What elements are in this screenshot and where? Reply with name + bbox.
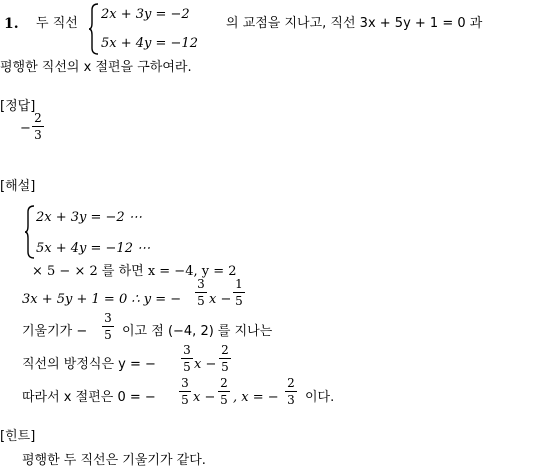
solution-step2-fraction1 bbox=[195, 278, 207, 307]
solution-system-brace bbox=[24, 205, 36, 259]
solution-system-eq2: 5x + 4y = −12 ⋯ bbox=[36, 241, 151, 256]
solution-step1: × 5 − × 2 를 하면 x = −4, y = 2 bbox=[32, 264, 237, 279]
solution-step3-rhs: 이고 점 (−4, 2) 를 지나는 bbox=[122, 324, 273, 339]
solution-step4-lhs: 직선의 방정식은 y = − bbox=[22, 357, 156, 372]
solution-step4-fraction2 bbox=[219, 344, 231, 373]
answer-numerator: 2 bbox=[34, 111, 42, 125]
fraction-numerator: 3 bbox=[183, 343, 191, 357]
fraction-numerator: 2 bbox=[221, 343, 229, 357]
fraction-denominator: 5 bbox=[221, 360, 229, 374]
problem-system-eq1: 2x + 3y = −2 bbox=[101, 7, 190, 22]
solution-system-eq1: 2x + 3y = −2 ⋯ bbox=[36, 210, 142, 225]
hint-label: [힌트] bbox=[0, 429, 36, 444]
fraction-numerator: 3 bbox=[197, 277, 205, 291]
solution-step5-fraction1 bbox=[179, 377, 191, 406]
solution-step5-end: 이다. bbox=[305, 390, 335, 405]
fraction-denominator: 5 bbox=[183, 360, 191, 374]
solution-step4-fraction1 bbox=[181, 344, 193, 373]
answer-label: [정답] bbox=[0, 99, 36, 114]
problem-line2: 평행한 직선의 x 절편을 구하여라. bbox=[0, 60, 192, 75]
solution-step5-fraction2 bbox=[218, 377, 230, 406]
fraction-denominator: 3 bbox=[287, 393, 295, 407]
answer-fraction bbox=[32, 112, 44, 141]
solution-step3-fraction bbox=[102, 312, 114, 341]
fraction-denominator: 5 bbox=[181, 393, 189, 407]
solution-step5-mid: x − bbox=[193, 390, 216, 405]
fraction-denominator: 5 bbox=[235, 294, 243, 308]
solution-step3-lhs: 기울기가 − bbox=[22, 324, 88, 339]
hint-text: 평행한 두 직선은 기울기가 같다. bbox=[22, 453, 206, 468]
solution-step5-fraction3 bbox=[285, 377, 297, 406]
problem-number: 1. bbox=[4, 16, 19, 32]
fraction-numerator: 1 bbox=[235, 277, 243, 291]
solution-label: [해설] bbox=[0, 179, 36, 194]
fraction-numerator: 2 bbox=[220, 376, 228, 390]
problem-lead-word: 두 직선 bbox=[36, 16, 78, 31]
solution-step5-mid2: , x = − bbox=[233, 390, 279, 405]
solution-step4-mid: x − bbox=[194, 357, 217, 372]
fraction-numerator: 2 bbox=[287, 376, 295, 390]
answer-sign: − bbox=[20, 121, 31, 136]
fraction-denominator: 5 bbox=[104, 328, 112, 342]
problem-after-system: 의 교점을 지나고, 직선 3x + 5y + 1 = 0 과 bbox=[226, 16, 483, 31]
problem-system-brace bbox=[88, 3, 100, 55]
solution-step2-mid: x − bbox=[209, 292, 232, 307]
solution-step2-fraction2 bbox=[233, 278, 245, 307]
fraction-denominator: 5 bbox=[197, 294, 205, 308]
answer-denominator: 3 bbox=[34, 128, 42, 142]
fraction-numerator: 3 bbox=[104, 311, 112, 325]
solution-step5-lhs: 따라서 x 절편은 0 = − bbox=[22, 390, 156, 405]
fraction-numerator: 3 bbox=[181, 376, 189, 390]
fraction-denominator: 5 bbox=[220, 393, 228, 407]
solution-step2-lhs: 3x + 5y + 1 = 0 ∴ y = − bbox=[22, 292, 182, 307]
problem-system-eq2: 5x + 4y = −12 bbox=[101, 36, 198, 51]
